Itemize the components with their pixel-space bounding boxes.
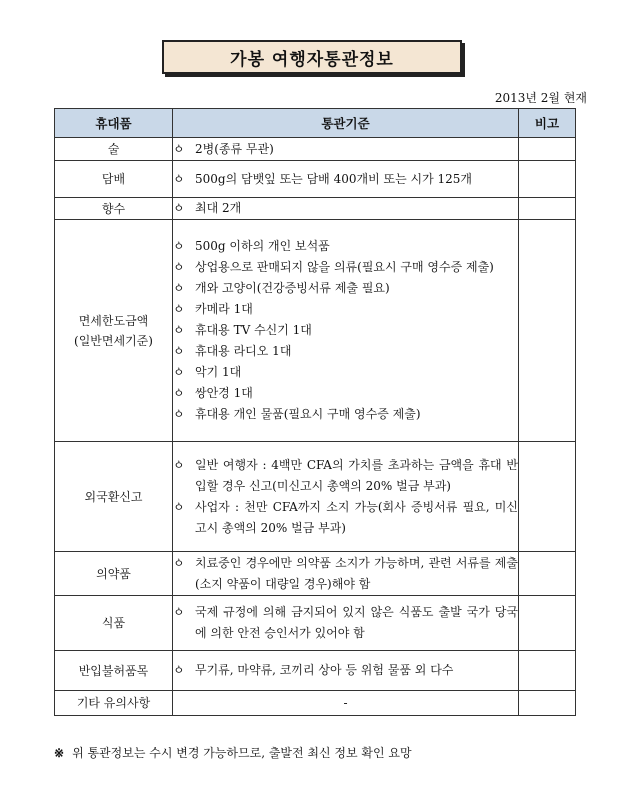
- bullet-icon: ㆁ: [173, 201, 185, 215]
- document-title: 가봉 여행자통관정보: [230, 49, 394, 70]
- rule-text: 최대 2개: [195, 201, 242, 215]
- rule-text: 사업자 : 천만 CFA까지 소지 가능(회사 증빙서류 필요, 미신고시 총액의 20% 벌금 부과): [195, 499, 518, 535]
- note-cell: [519, 596, 576, 651]
- header-item: 휴대품: [55, 109, 173, 138]
- table-row: [55, 442, 576, 552]
- rule-cell: [173, 651, 519, 691]
- rule-item: [173, 362, 518, 383]
- rule-text: 500g 이하의 개인 보석품: [195, 239, 330, 253]
- date-label: 2013년 2월 현재: [494, 91, 587, 105]
- header-rule: 통관기준: [173, 109, 519, 138]
- empty-dash: -: [343, 696, 348, 710]
- footnote-text: 위 통관정보는 수시 변경 가능하므로, 출발전 최신 정보 확인 요망: [72, 746, 412, 760]
- bullet-icon: ㆁ: [173, 239, 185, 253]
- bullet-icon: ㆁ: [173, 171, 185, 186]
- rule-cell: [173, 442, 519, 552]
- bullet-icon: ㆁ: [173, 386, 185, 400]
- rule-text: 무기류, 마약류, 코끼리 상아 등 위험 물품 외 다수: [195, 663, 454, 677]
- rule-text: 쌍안경 1대: [195, 386, 253, 400]
- rule-cell: [173, 691, 519, 716]
- rule-text: 일반 여행자 : 4백만 CFA의 가치를 초과하는 금액을 휴대 반입할 경우 신고(미신고시 총액의 20% 벌금 부과): [195, 457, 518, 493]
- rule-item: [173, 383, 518, 404]
- rule-text: 국제 규정에 의해 금지되어 있지 않은 식품도 출발 국가 당국에 의한 안전 승인서가 있어야 함: [195, 605, 518, 640]
- rule-item: [173, 299, 518, 320]
- category-cell: [55, 198, 173, 220]
- bullet-icon: ㆁ: [173, 260, 185, 274]
- note-cell: [519, 552, 576, 596]
- bullet-icon: ㆁ: [173, 407, 185, 421]
- rule-text: 치료중인 경우에만 의약품 소지가 가능하며, 관련 서류를 제출(소지 약품이 대량일 경우)해야 함: [195, 555, 518, 591]
- reference-mark-icon: ※: [54, 746, 65, 760]
- rule-item: [173, 257, 518, 278]
- bullet-icon: ㆁ: [173, 663, 185, 677]
- category-label: 담배: [101, 172, 126, 186]
- rule-text: 휴대용 TV 수신기 1대: [195, 323, 312, 337]
- rule-item: [173, 660, 518, 681]
- category-cell: [55, 220, 173, 442]
- category-label: 면세한도금액: [78, 313, 149, 328]
- rule-text: 카메라 1대: [195, 302, 253, 316]
- category-cell: [55, 552, 173, 596]
- rule-item: [173, 236, 518, 257]
- rule-text: 휴대용 라디오 1대: [195, 344, 292, 358]
- category-label: (일반면세기준): [74, 333, 153, 348]
- note-cell: [519, 220, 576, 442]
- category-cell: [55, 651, 173, 691]
- header-note: 비고: [519, 109, 576, 138]
- bullet-icon: ㆁ: [173, 323, 185, 337]
- note-cell: [519, 651, 576, 691]
- table-row: [55, 198, 576, 220]
- table-row: [55, 552, 576, 596]
- category-label: 기타 유의사항: [76, 696, 151, 710]
- category-cell: [55, 691, 173, 716]
- rule-item: [173, 404, 518, 425]
- rule-cell: [173, 552, 519, 596]
- note-cell: [519, 442, 576, 552]
- table-row: [55, 161, 576, 198]
- note-cell: [519, 198, 576, 220]
- bullet-icon: ㆁ: [173, 141, 185, 156]
- table-row: [55, 220, 576, 442]
- category-cell: [55, 161, 173, 198]
- table-row: [55, 651, 576, 691]
- rule-cell: [173, 596, 519, 651]
- footnote: [54, 744, 412, 761]
- category-label: 식품: [101, 616, 126, 630]
- rule-item: [173, 455, 518, 497]
- rule-item: [173, 139, 518, 160]
- bullet-icon: ㆁ: [173, 365, 185, 379]
- rule-item: [173, 278, 518, 299]
- bullet-icon: ㆁ: [173, 499, 185, 514]
- rule-item: [173, 341, 518, 362]
- table-row: [55, 138, 576, 161]
- bullet-icon: ㆁ: [173, 605, 185, 619]
- rule-cell: [173, 161, 519, 198]
- rule-text: 2병(종류 무관): [195, 141, 274, 156]
- bullet-icon: ㆁ: [173, 302, 185, 316]
- note-cell: [519, 138, 576, 161]
- rule-item: [173, 198, 518, 219]
- bullet-icon: ㆁ: [173, 457, 185, 472]
- rule-item: [173, 320, 518, 341]
- document-title-box: [162, 40, 462, 74]
- rule-item: [173, 553, 518, 595]
- note-cell: [519, 161, 576, 198]
- category-label: 술: [107, 142, 120, 156]
- category-cell: [55, 138, 173, 161]
- table-row: [55, 691, 576, 716]
- category-cell: [55, 442, 173, 552]
- category-label: 향수: [101, 201, 126, 216]
- category-label: 의약품: [96, 566, 131, 581]
- customs-table: [54, 108, 576, 716]
- rule-text: 악기 1대: [195, 365, 242, 379]
- rule-text: 상업용으로 판매되지 않을 의류(필요시 구매 영수증 제출): [195, 260, 494, 274]
- rule-cell: [173, 220, 519, 442]
- rule-text: 500g의 담뱃잎 또는 담배 400개비 또는 시가 125개: [195, 171, 472, 186]
- category-label: 외국환신고: [84, 489, 143, 504]
- rule-item: [173, 602, 518, 644]
- bullet-icon: ㆁ: [173, 344, 185, 358]
- rule-text: 개와 고양이(건강증빙서류 제출 필요): [195, 281, 390, 295]
- table-row: [55, 596, 576, 651]
- rule-cell: [173, 198, 519, 220]
- rule-item: [173, 497, 518, 539]
- rule-text: 휴대용 개인 물품(필요시 구매 영수증 제출): [195, 407, 421, 421]
- rule-item: [173, 169, 518, 190]
- bullet-icon: ㆁ: [173, 281, 185, 295]
- bullet-icon: ㆁ: [173, 555, 185, 570]
- category-cell: [55, 596, 173, 651]
- header-row: [55, 109, 576, 138]
- rule-cell: [173, 138, 519, 161]
- note-cell: [519, 691, 576, 716]
- category-label: 반입불허품목: [78, 663, 149, 678]
